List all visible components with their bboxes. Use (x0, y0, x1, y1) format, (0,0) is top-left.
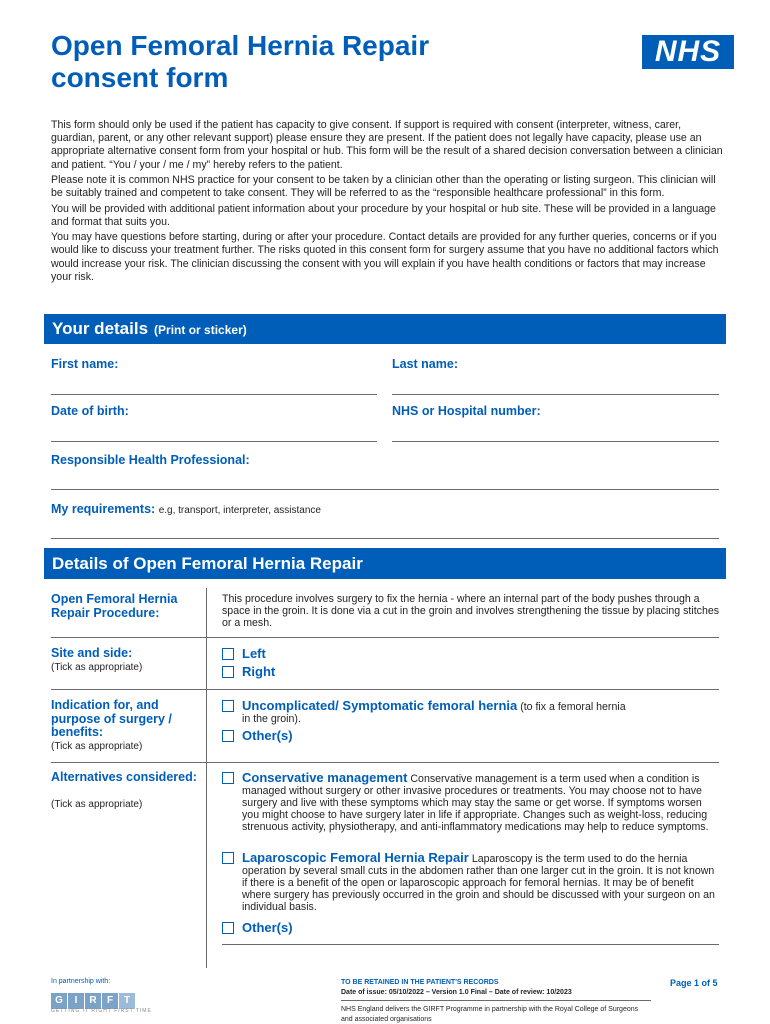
row-divider (51, 637, 719, 638)
option-text: Laparoscopy is the term used to do the hernia operation by several small cuts in the abdomen rather than one larger cut in the groin. It is not known if there is a benefit of the open or laparoscopic approach for femoral hernias. It may be of benefit where surgery has previously occurred in the groin and should be discussed with your surgeon on an individual basis. (242, 853, 715, 913)
site-side-label: Site and side: (51, 646, 133, 660)
checkbox-alt-other[interactable] (222, 922, 234, 934)
option-label: Other(s) (242, 728, 293, 743)
alternatives-tick-note: (Tick as appropriate) (51, 799, 143, 810)
rhp-field[interactable] (51, 489, 719, 490)
intro-text (51, 119, 723, 286)
nhs-number-label: NHS or Hospital number: (392, 404, 541, 418)
alternatives-label: Alternatives considered: (51, 770, 197, 784)
site-option-right[interactable] (222, 666, 720, 679)
nhs-logo: NHS (642, 35, 734, 69)
dob-field[interactable] (51, 441, 377, 442)
procedure-details-heading: Details of Open Femoral Hernia Repair (52, 554, 363, 573)
your-details-heading: Your details (52, 319, 149, 338)
nhs-number-field[interactable] (392, 441, 719, 442)
requirements-label (51, 502, 321, 516)
requirements-field[interactable] (51, 538, 719, 539)
indication-option-other[interactable] (222, 730, 720, 743)
girft-letter: R (85, 993, 101, 1009)
girft-tagline: GETTING IT RIGHT FIRST TIME (51, 1008, 152, 1014)
checkbox-left[interactable] (222, 648, 234, 660)
partner-note: NHS England delivers the GIRFT Programme in partnership with the Royal College of Surgeons and associated organisations (341, 1006, 639, 1023)
alternative-conservative[interactable] (222, 772, 720, 833)
checkbox-uncomplicated[interactable] (222, 700, 234, 712)
procedure-details-header (44, 548, 726, 579)
intro-paragraph: You will be provided with additional patient information about your procedure by your hospital or hub site. These will be provided in a language and format that suits you. (51, 202, 716, 228)
column-divider (206, 588, 207, 968)
site-option-left[interactable] (222, 648, 720, 661)
alternative-laparoscopic[interactable] (222, 852, 720, 913)
option-title: Uncomplicated/ Symptomatic femoral hernia (242, 698, 518, 713)
site-tick-note: (Tick as appropriate) (51, 662, 143, 673)
indication-tick-note: (Tick as appropriate) (51, 741, 143, 752)
alternative-other[interactable] (222, 922, 720, 935)
row-divider (51, 689, 719, 690)
option-label: Other(s) (242, 920, 293, 935)
girft-logo (51, 990, 136, 1006)
last-name-field[interactable] (392, 394, 719, 395)
indication-option-uncomplicated[interactable] (222, 700, 720, 725)
retain-notice: TO BE RETAINED IN THE PATIENT'S RECORDS (341, 979, 499, 986)
intro-paragraph: This form should only be used if the patient has capacity to give consent. If support is required with consent (interpreter, witness, carer, guardian, parent, or any other relevant support) please ensure they are present. If the patient does not legally have capacity, please use an appropriate alternative consent form from your hospital or hub. This form will be the result of a shared decision conversation between a clinician and patient. “You / your / me / my” hereby refers to the patient. (51, 119, 723, 171)
first-name-label: First name: (51, 357, 119, 371)
page-title (51, 30, 591, 94)
option-label: Left (242, 646, 266, 661)
option-title: Conservative management (242, 770, 408, 785)
girft-letter: G (51, 993, 67, 1009)
page-number: Page 1 of 5 (670, 978, 718, 988)
option-text: Conservative management is a term used when a condition is managed without surgery or other invasive procedures or treatments. You may choose not to have surgery and live with these symptoms which may stay the same or get worse. If symptoms worsen you might choose to have surgery later in life if appropriate. Changes such as weight-loss, reducing strenuous activity, physiotherapy, and anti-inflammatory medications may help to reduce symptoms. (242, 773, 709, 833)
checkbox-laparoscopic[interactable] (222, 852, 234, 864)
dob-label: Date of birth: (51, 404, 129, 418)
footer-rule (341, 1000, 651, 1001)
footer-info (341, 978, 641, 1024)
girft-letter: F (102, 993, 118, 1009)
last-name-label: Last name: (392, 357, 458, 371)
girft-letter: I (68, 993, 84, 1009)
procedure-description: This procedure involves surgery to fix the hernia - where an internal part of the body pushes through a space in the groin. It is done via a cut in the groin and involves strengthening the tissue by placing stitches or a mesh. (222, 593, 720, 629)
intro-paragraph: Please note it is common NHS practice for your consent to be taken by a clinician other than the operating or listing surgeon. This clinician will be suitably trained and competent to take consent. They will be referred to as the “responsible healthcare professional” in this form. (51, 174, 716, 200)
checkbox-other[interactable] (222, 730, 234, 742)
requirements-note: e.g, transport, interpreter, assistance (158, 505, 321, 516)
intro-paragraph: You may have questions before starting, during or after your procedure. Contact details are provided for any further queries, concerns or if you would like to discuss your treatment further. The risks quoted in this consent form for surgery assume that you have no additional factors which would increase your risk. The clinician discussing the consent with you will explain if you have health conditions or factors that may increase your risk. (51, 231, 719, 283)
rhp-label: Responsible Health Professional: (51, 453, 250, 467)
indication-label: Indication for, and purpose of surgery / benefits: (51, 698, 172, 739)
checkbox-right[interactable] (222, 666, 234, 678)
checkbox-conservative[interactable] (222, 772, 234, 784)
procedure-label: Open Femoral Hernia Repair Procedure: (51, 592, 178, 620)
option-label: Right (242, 664, 276, 679)
your-details-note: (Print or sticker) (154, 323, 247, 337)
option-text: (to fix a femoral hernia (520, 701, 626, 713)
issue-date: Date of issue: 05/10/2022 – Version 1.0 Final – Date of review: 10/2023 (341, 989, 572, 996)
option-text-cont: in the groin). (242, 713, 301, 725)
girft-letter: T (119, 993, 135, 1009)
option-title: Laparoscopic Femoral Hernia Repair (242, 850, 469, 865)
title-line-1: Open Femoral Hernia Repair (51, 30, 430, 61)
title-line-2: consent form (51, 62, 229, 93)
partnership-label: In partnership with: (51, 978, 111, 985)
your-details-header (44, 314, 726, 344)
first-name-field[interactable] (51, 394, 377, 395)
row-divider (51, 762, 719, 763)
requirements-text: My requirements: (51, 502, 156, 516)
other-alternatives-field[interactable] (222, 944, 719, 945)
